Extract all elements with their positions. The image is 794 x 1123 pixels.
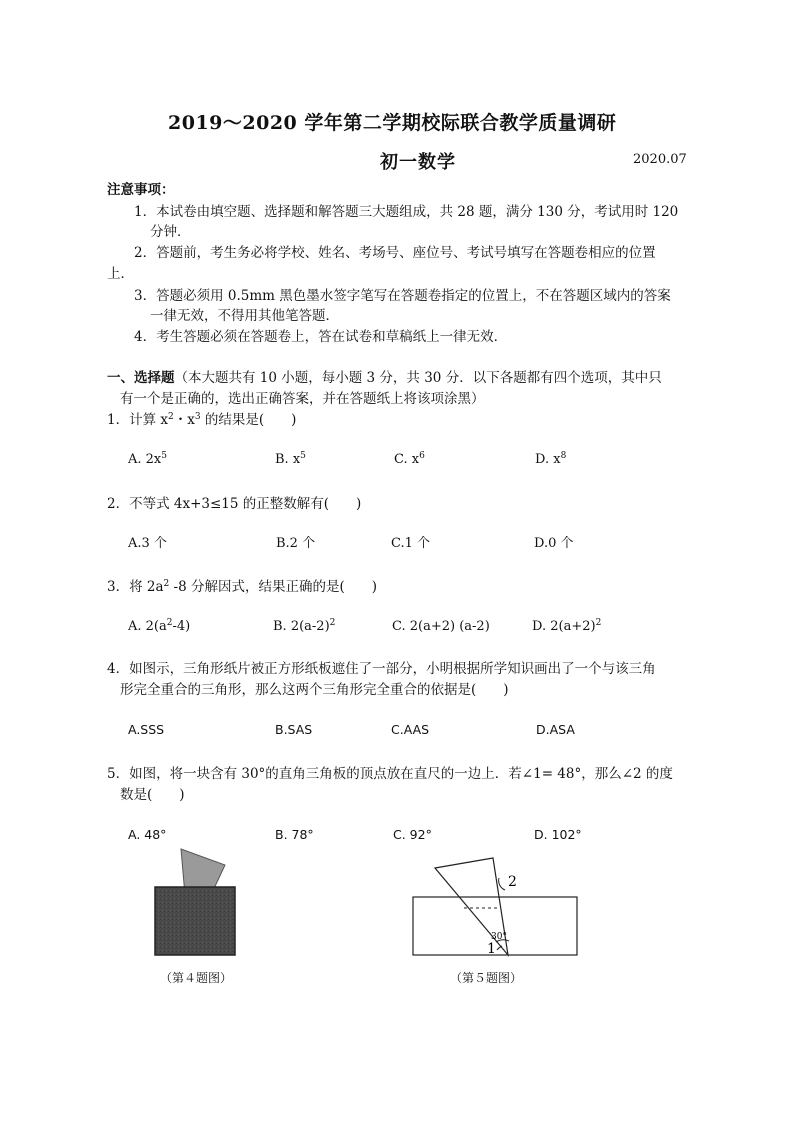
question-5-stem-line-1: 5．如图，将一块含有 30°的直角三角板的顶点放在直尺的一边上．若∠1= 48°，那么∠2 的度: [107, 766, 673, 782]
q4-option-d: D.ASA: [536, 722, 575, 737]
angle-1-arc: [497, 946, 502, 950]
q5-option-d: D. 102°: [534, 827, 582, 842]
exam-date: 2020.07: [633, 152, 687, 167]
q4-option-c: C.AAS: [391, 722, 430, 737]
q1-option-c: C. $x^6$: [394, 451, 425, 467]
label-angle-1: 1: [487, 941, 496, 957]
q3-option-d: D. $2(a+2)^2$: [532, 618, 602, 634]
note-3-line-1: 3．答题必须用 0.5mm 黑色墨水签字笔写在答题卷指定的位置上，不在答题区域内的答案: [134, 288, 671, 304]
q5-option-b: B. 78°: [275, 827, 314, 842]
q1-option-b: B. $x^5$: [275, 451, 306, 467]
q2-option-d: D.0 个: [534, 536, 574, 551]
note-1-line-1: 1．本试卷由填空题、选择题和解答题三大题组成，共 28 题，满分 130 分，考试用时 120: [134, 204, 679, 220]
question-4-stem-line-1: 4．如图示，三角形纸片被正方形纸板遮住了一部分，小明根据所学知识画出了一个与该三角: [107, 661, 656, 677]
figure-4-image: [145, 845, 245, 960]
q5-option-a: A. 48°: [128, 827, 167, 842]
exam-subtitle: 初一数学: [380, 152, 456, 173]
note-4: 4．考生答题必须在答题卷上，答在试卷和草稿纸上一律无效．: [134, 329, 508, 345]
q3-option-c: C. 2(a+2) (a-2): [392, 619, 490, 634]
q2-option-a: A.3 个: [128, 536, 167, 551]
figure-4-caption: （第４题图）: [160, 971, 233, 985]
label-angle-2: 2: [508, 874, 517, 890]
angle-2-arc: [499, 878, 505, 890]
q1-option-d: D. $x^8$: [535, 451, 567, 467]
question-3-stem: 3．将 $2a^2$ -8 分解因式，结果正确的是( ): [107, 579, 378, 595]
q2-option-c: C.1 个: [391, 536, 431, 551]
q1-option-a: A. $2x^5$: [128, 451, 167, 467]
exam-title: 2019～2020 学年第二学期校际联合教学质量调研: [168, 112, 617, 134]
question-1-stem: 1．计算 $x^2$・$x^3$ 的结果是( ): [107, 412, 297, 428]
question-5-stem-line-2: 数是( ): [120, 787, 185, 803]
note-2-line-2: 上．: [107, 266, 134, 282]
figure-5-caption: （第５题图）: [450, 971, 523, 985]
note-3-line-2: 一律无效，不得用其他笔答题．: [150, 308, 339, 324]
notes-heading: 注意事项：: [107, 182, 175, 198]
q3-option-a: A. $2(a^2-4)$: [128, 618, 191, 634]
section-1-desc-line-2: 有一个是正确的，选出正确答案，并在答题纸上将该项涂黑）: [120, 391, 485, 407]
q4-option-a: A.SSS: [128, 722, 165, 737]
label-30: 30°: [491, 932, 507, 942]
note-2-line-1: 2．答题前，考生务必将学校、姓名、考场号、座位号、考试号填写在答题卷相应的位置: [134, 245, 656, 261]
q3-option-b: B. $2(a-2)^2$: [273, 618, 336, 634]
q5-option-c: C. 92°: [393, 827, 432, 842]
question-4-stem-line-2: 形完全重合的三角形，那么这两个三角形完全重合的依据是( ): [120, 682, 509, 698]
question-2-stem: 2．不等式 4x+3≤15 的正整数解有( ): [107, 496, 362, 512]
section-1-intro: [107, 368, 662, 388]
q4-option-b: B.SAS: [275, 722, 313, 737]
section-1-label: 一、选择题: [107, 370, 175, 386]
figure-5-image: [405, 850, 585, 962]
note-1-line-2: 分钟．: [150, 224, 191, 240]
section-1-desc-line-1: （本大题共有 10 小题，每小题 3 分，共 30 分．以下各题都有四个选项，其中只: [174, 370, 662, 386]
q2-option-b: B.2 个: [276, 536, 316, 551]
square-board: [155, 887, 235, 955]
